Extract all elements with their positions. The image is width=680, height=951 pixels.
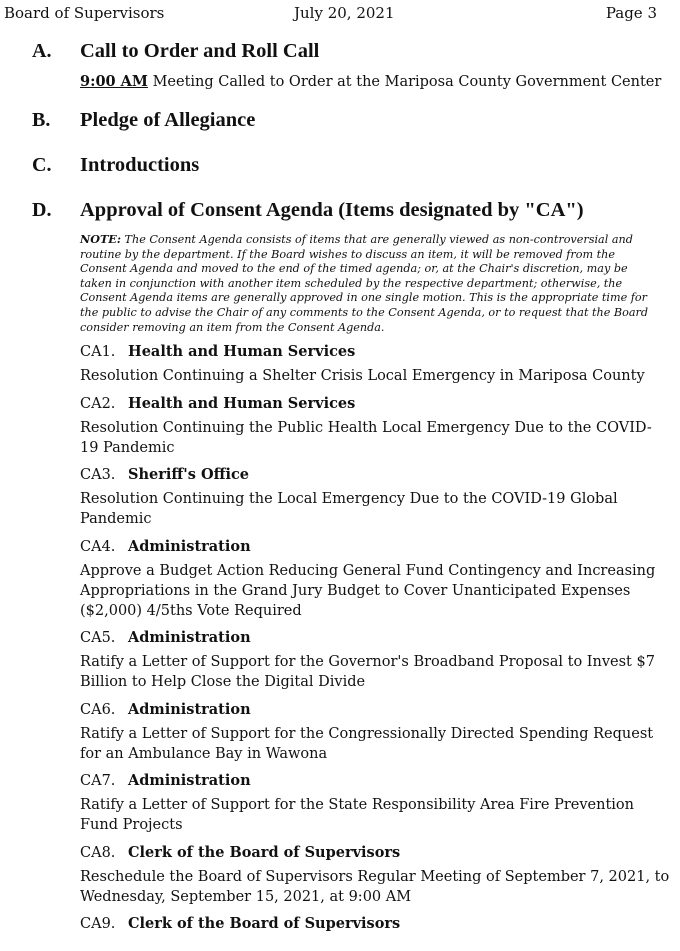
item-number: CA6. <box>80 702 116 718</box>
item-department: Clerk of the Board of Supervisors <box>128 844 401 861</box>
header-board-name: Board of Supervisors <box>4 4 165 22</box>
item-department: Administration <box>128 772 251 789</box>
section-letter: D. <box>32 199 52 221</box>
consent-item-ca9 <box>80 915 670 935</box>
section-title: Call to Order and Roll Call <box>80 40 320 62</box>
item-description: Resolution Continuing the Public Health Local Emergency Due to the COVID-19 Pandemic <box>80 420 652 456</box>
consent-agenda-note <box>80 232 660 335</box>
section-title: Pledge of Allegiance <box>80 109 256 131</box>
item-department: Clerk of the Board of Supervisors <box>128 915 401 932</box>
consent-item-ca8 <box>80 844 670 907</box>
call-to-order-line <box>80 73 661 90</box>
page-header <box>0 4 680 24</box>
consent-item-ca4 <box>80 538 670 621</box>
item-number: CA2. <box>80 396 116 412</box>
consent-item-ca3 <box>80 466 670 529</box>
consent-item-ca6 <box>80 701 670 764</box>
item-description: Ratify a Letter of Support for the Governor's Broadband Proposal to Invest $7 Billion to Help Close the Digital Divide <box>80 654 655 690</box>
consent-item-ca5 <box>80 629 670 692</box>
item-description: Resolution Continuing a Shelter Crisis Local Emergency in Mariposa County <box>80 368 645 384</box>
item-description: Resolution Continuing the Local Emergency Due to the COVID-19 Global Pandemic <box>80 491 618 527</box>
item-department: Administration <box>128 538 251 555</box>
section-title: Approval of Consent Agenda (Items designated by "CA") <box>80 199 584 221</box>
header-page-number: Page 3 <box>605 4 657 22</box>
note-text: The Consent Agenda consists of items that are generally viewed as non-controversial and routine by the department. If the Board wishes to discuss an item, it will be removed from the Consent Agenda and moved to the end of the timed agenda; or, at the Chair's discretion, may be taken in conjunction with another item scheduled by the respective department; otherwise, the Consent Agenda items are generally approved in one single motion. This is the appropriate time for the public to advise the Chair of any comments to the Consent Agenda, or to request that the Board consider removing an item from the Consent Agenda. <box>80 233 649 334</box>
consent-item-ca7 <box>80 772 670 835</box>
item-description: Ratify a Letter of Support for the Congressionally Directed Spending Request for an Ambulance Bay in Wawona <box>80 726 654 762</box>
item-description: Approve a Budget Action Reducing General Fund Contingency and Increasing Appropriations in the Grand Jury Budget to Cover Unanticipated Expenses ($2,000) 4/5ths Vote Required <box>80 563 656 619</box>
note-label: NOTE: <box>80 232 121 246</box>
section-letter: B. <box>32 109 51 131</box>
item-number: CA1. <box>80 344 116 360</box>
item-number: CA9. <box>80 916 116 932</box>
item-number: CA8. <box>80 845 116 861</box>
item-number: CA4. <box>80 539 116 555</box>
item-department: Health and Human Services <box>128 343 356 360</box>
section-title: Introductions <box>80 154 200 176</box>
item-department: Health and Human Services <box>128 395 356 412</box>
item-number: CA7. <box>80 773 116 789</box>
item-number: CA5. <box>80 630 116 646</box>
section-letter: C. <box>32 154 52 176</box>
item-department: Administration <box>128 701 251 718</box>
meeting-time: 9:00 AM <box>80 73 148 90</box>
item-department: Sheriff's Office <box>128 466 250 483</box>
item-number: CA3. <box>80 467 116 483</box>
item-description: Reschedule the Board of Supervisors Regular Meeting of September 7, 2021, to Wednesday, September 15, 2021, at 9:00 AM <box>80 869 670 905</box>
item-description: Ratify a Letter of Support for the State Responsibility Area Fire Prevention Fund Projects <box>80 797 634 833</box>
item-department: Administration <box>128 629 251 646</box>
section-letter: A. <box>32 40 52 62</box>
consent-item-ca2 <box>80 395 670 458</box>
header-date: July 20, 2021 <box>294 4 395 22</box>
call-to-order-text: Meeting Called to Order at the Mariposa County Government Center <box>147 74 662 90</box>
consent-item-ca1 <box>80 343 670 386</box>
